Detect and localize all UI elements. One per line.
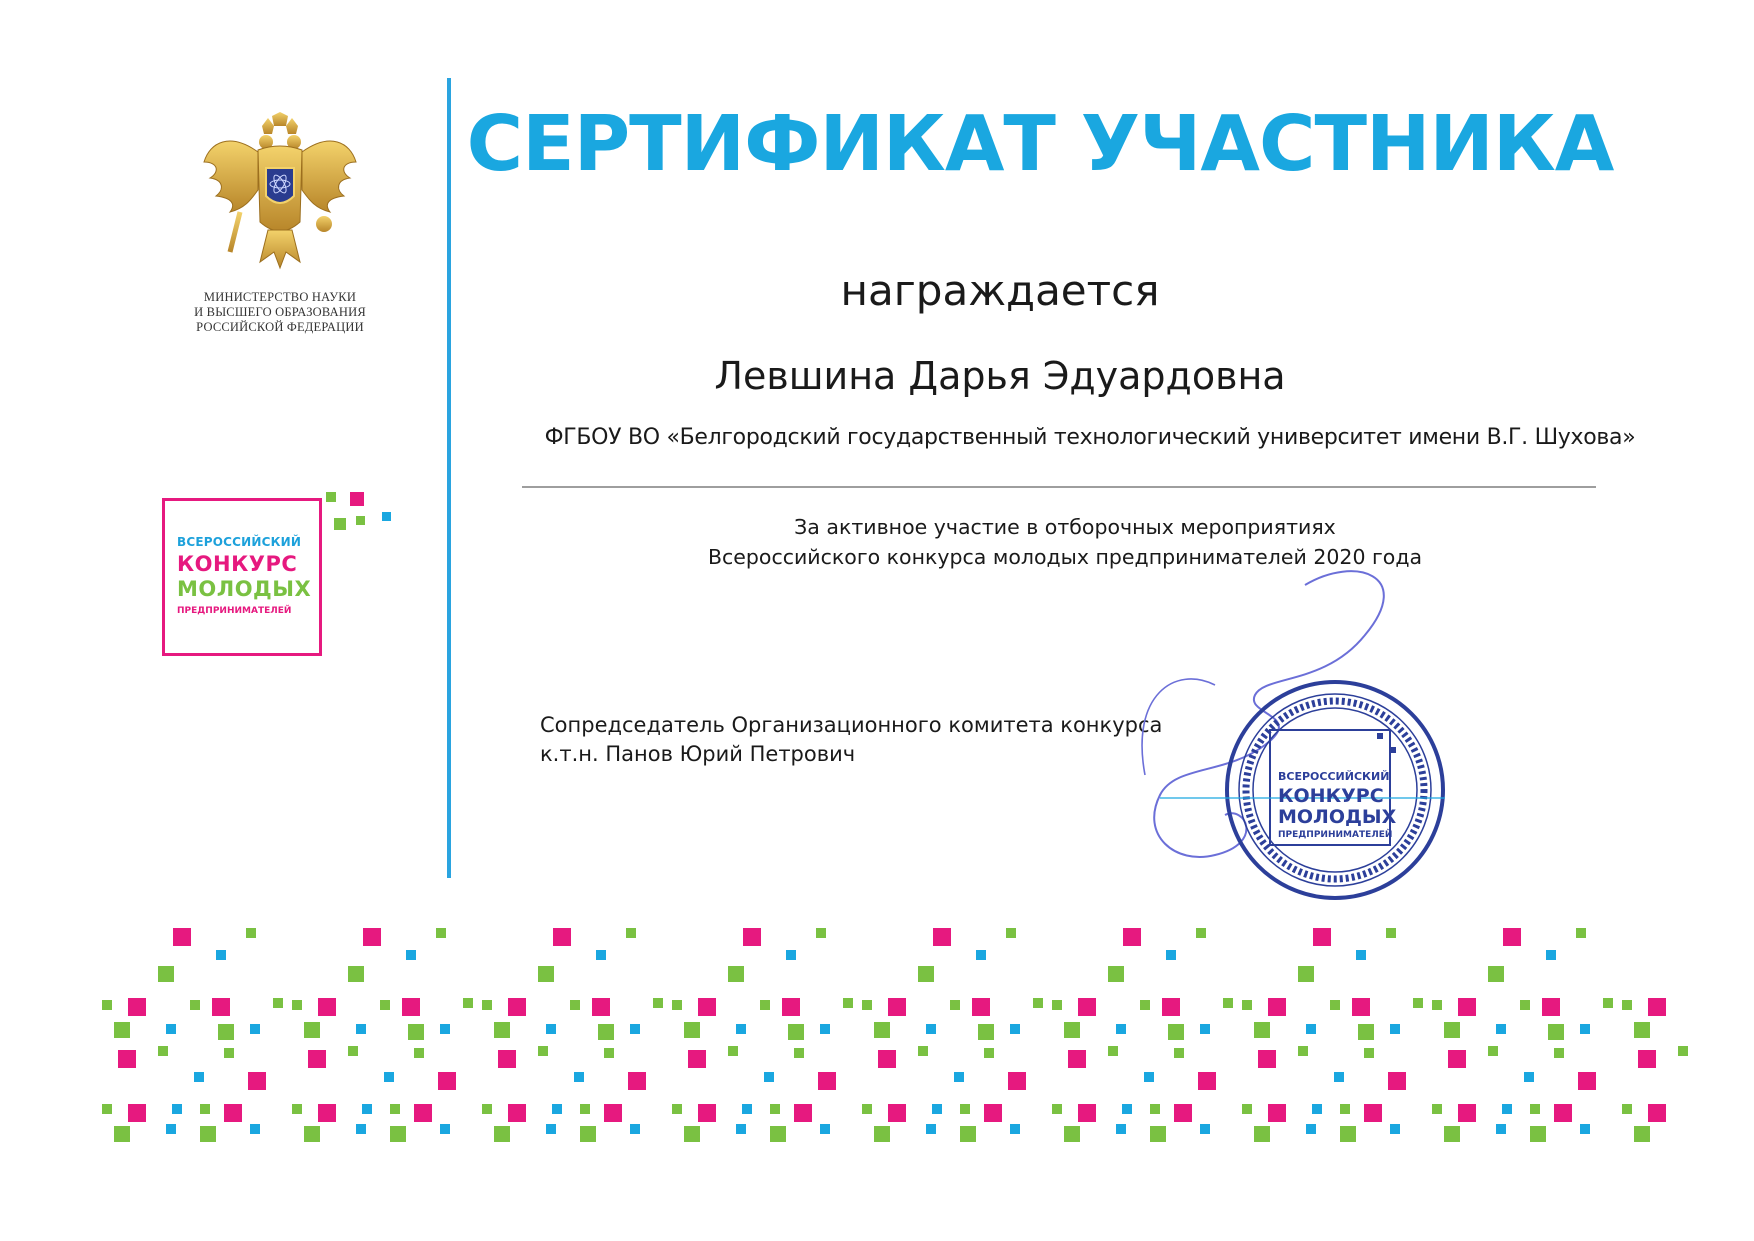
pattern-square xyxy=(1496,1024,1506,1034)
award-reason-line: За активное участие в отборочных мероприятиях xyxy=(794,515,1336,539)
pattern-square xyxy=(1603,998,1613,1008)
pattern-square xyxy=(246,928,256,938)
pattern-square xyxy=(1052,1000,1062,1010)
pattern-square xyxy=(574,1072,584,1082)
pattern-square xyxy=(1638,1050,1656,1068)
pattern-square xyxy=(1140,1000,1150,1010)
pattern-square xyxy=(1312,1104,1322,1114)
pattern-square xyxy=(926,1124,936,1134)
pattern-square xyxy=(212,998,230,1016)
pattern-square xyxy=(743,928,761,946)
pattern-square xyxy=(1242,1104,1252,1114)
pattern-square xyxy=(888,1104,906,1122)
pattern-square xyxy=(1548,1024,1564,1040)
pattern-square xyxy=(1052,1104,1062,1114)
pattern-square xyxy=(1413,998,1423,1008)
pattern-square xyxy=(596,950,606,960)
pattern-square xyxy=(173,928,191,946)
pattern-square xyxy=(786,950,796,960)
pattern-square xyxy=(1524,1072,1534,1082)
pattern-square xyxy=(356,1124,366,1134)
pattern-square xyxy=(1334,1072,1344,1082)
pattern-square xyxy=(878,1050,896,1068)
pattern-square xyxy=(688,1050,706,1068)
pattern-square xyxy=(1078,998,1096,1016)
pattern-square xyxy=(1432,1104,1442,1114)
pattern-square xyxy=(926,1024,936,1034)
pattern-square xyxy=(1064,1022,1080,1038)
pattern-square xyxy=(736,1024,746,1034)
pattern-square xyxy=(1254,1126,1270,1142)
pattern-square xyxy=(1116,1124,1126,1134)
pattern-square xyxy=(630,1124,640,1134)
pattern-square xyxy=(1364,1104,1382,1122)
pattern-square xyxy=(1150,1126,1166,1142)
pattern-square xyxy=(128,1104,146,1122)
pattern-square xyxy=(978,1024,994,1040)
ministry-line: РОССИЙСКОЙ ФЕДЕРАЦИИ xyxy=(196,320,364,334)
pattern-square xyxy=(1634,1022,1650,1038)
pattern-square xyxy=(933,928,951,946)
pattern-square xyxy=(102,1000,112,1010)
pattern-square xyxy=(728,1046,738,1056)
pattern-square xyxy=(494,1022,510,1038)
pattern-square xyxy=(1386,928,1396,938)
pattern-square xyxy=(874,1022,890,1038)
pattern-square xyxy=(1340,1126,1356,1142)
contest-logo xyxy=(162,498,322,656)
pattern-square xyxy=(224,1048,234,1058)
pattern-square xyxy=(592,998,610,1016)
pattern-square xyxy=(604,1104,622,1122)
pattern-square xyxy=(1458,998,1476,1016)
pattern-square xyxy=(1648,998,1666,1016)
decorative-squares-pattern xyxy=(0,920,1754,1160)
pattern-square xyxy=(250,1024,260,1034)
pattern-square xyxy=(1634,1126,1650,1142)
pattern-square xyxy=(436,928,446,938)
pattern-square xyxy=(158,1046,168,1056)
pattern-square xyxy=(1306,1124,1316,1134)
pattern-square xyxy=(972,998,990,1016)
pattern-square xyxy=(1542,998,1560,1016)
pattern-square xyxy=(684,1126,700,1142)
pattern-square xyxy=(626,928,636,938)
pattern-square xyxy=(1356,950,1366,960)
pattern-square xyxy=(1554,1104,1572,1122)
signer-name: к.т.н. Панов Юрий Петрович xyxy=(540,742,856,766)
pattern-square xyxy=(498,1050,516,1068)
pattern-square xyxy=(482,1104,492,1114)
pattern-square xyxy=(224,1104,242,1122)
stamp-seal xyxy=(1115,565,1455,900)
pattern-square xyxy=(1196,928,1206,938)
pattern-square xyxy=(1330,1000,1340,1010)
pattern-square xyxy=(960,1104,970,1114)
horizontal-divider xyxy=(522,486,1596,488)
pattern-square xyxy=(102,1104,112,1114)
pattern-square xyxy=(1298,1046,1308,1056)
pattern-square xyxy=(1358,1024,1374,1040)
ministry-name xyxy=(170,290,390,335)
pattern-square xyxy=(843,998,853,1008)
pattern-square xyxy=(1174,1104,1192,1122)
pattern-square xyxy=(1122,1104,1132,1114)
pattern-square xyxy=(348,966,364,982)
pattern-square xyxy=(1496,1124,1506,1134)
pattern-square xyxy=(292,1104,302,1114)
ministry-line: МИНИСТЕРСТВО НАУКИ xyxy=(203,290,357,304)
pattern-square xyxy=(1580,1024,1590,1034)
pattern-square xyxy=(304,1126,320,1142)
stamp-line: МОЛОДЫХ xyxy=(1278,806,1397,828)
pattern-square xyxy=(760,1000,770,1010)
pattern-square xyxy=(463,998,473,1008)
pattern-square xyxy=(820,1124,830,1134)
pattern-square xyxy=(1033,998,1043,1008)
pattern-square xyxy=(1268,1104,1286,1122)
pattern-square xyxy=(1078,1104,1096,1122)
pattern-square xyxy=(1150,1104,1160,1114)
pattern-square xyxy=(1576,928,1586,938)
pattern-square xyxy=(580,1104,590,1114)
pattern-square xyxy=(794,1048,804,1058)
pattern-square xyxy=(1622,1000,1632,1010)
pattern-square xyxy=(862,1000,872,1010)
pattern-square xyxy=(932,1104,942,1114)
pattern-square xyxy=(770,1126,786,1142)
pattern-square xyxy=(362,1104,372,1114)
signer-title: Сопредседатель Организационного комитета конкурса xyxy=(540,713,1163,737)
pattern-square xyxy=(1123,928,1141,946)
pattern-square xyxy=(408,1024,424,1040)
pattern-square xyxy=(538,966,554,982)
pattern-square xyxy=(1488,1046,1498,1056)
pattern-square xyxy=(1364,1048,1374,1058)
pattern-square xyxy=(380,1000,390,1010)
pattern-square xyxy=(630,1024,640,1034)
pattern-square xyxy=(308,1050,326,1068)
pattern-square xyxy=(816,928,826,938)
pattern-square xyxy=(764,1072,774,1082)
pattern-square xyxy=(820,1024,830,1034)
pattern-square xyxy=(1242,1000,1252,1010)
pattern-square xyxy=(390,1104,400,1114)
pattern-square xyxy=(384,1072,394,1082)
pattern-square xyxy=(194,1072,204,1082)
pattern-square xyxy=(190,1000,200,1010)
pattern-square xyxy=(552,1104,562,1114)
pattern-square xyxy=(1108,966,1124,982)
recipient-organization: ФГБОУ ВО «Белгородский государственный технологический университет имени В.Г. Шухова» xyxy=(544,425,1636,450)
pattern-square xyxy=(318,998,336,1016)
pattern-square xyxy=(1010,1124,1020,1134)
pattern-square xyxy=(1006,928,1016,938)
pattern-square xyxy=(348,1046,358,1056)
pattern-square xyxy=(118,1050,136,1068)
pattern-square xyxy=(1648,1104,1666,1122)
pattern-square xyxy=(1520,1000,1530,1010)
pattern-square xyxy=(292,1000,302,1010)
pattern-square xyxy=(1503,928,1521,946)
pattern-square xyxy=(1488,966,1504,982)
pattern-square xyxy=(984,1104,1002,1122)
pattern-square xyxy=(1010,1024,1020,1034)
pattern-square xyxy=(888,998,906,1016)
pattern-square xyxy=(698,1104,716,1122)
stamp-line: КОНКУРС xyxy=(1278,785,1384,807)
pattern-square xyxy=(1390,1024,1400,1034)
contest-logo-line: ВСЕРОССИЙСКИЙ xyxy=(177,535,302,549)
pattern-square xyxy=(114,1126,130,1142)
pattern-square xyxy=(770,1104,780,1114)
pattern-square xyxy=(128,998,146,1016)
pattern-square xyxy=(166,1124,176,1134)
pattern-square xyxy=(390,1126,406,1142)
award-reason-line: Всероссийского конкурса молодых предпринимателей 2020 года xyxy=(707,545,1423,569)
pattern-square xyxy=(672,1000,682,1010)
pattern-square xyxy=(1200,1024,1210,1034)
pattern-square xyxy=(363,928,381,946)
pattern-square xyxy=(1200,1124,1210,1134)
pattern-square xyxy=(1223,998,1233,1008)
pattern-square xyxy=(950,1000,960,1010)
pattern-square xyxy=(508,1104,526,1122)
signer-block xyxy=(540,711,1162,769)
pattern-square xyxy=(1258,1050,1276,1068)
pattern-square xyxy=(1162,998,1180,1016)
pattern-square xyxy=(1546,950,1556,960)
pattern-square xyxy=(1578,1072,1596,1090)
pattern-square xyxy=(1678,1046,1688,1056)
pattern-square xyxy=(1580,1124,1590,1134)
pattern-square xyxy=(976,950,986,960)
pattern-square xyxy=(218,1024,234,1040)
pattern-square xyxy=(782,998,800,1016)
pattern-square xyxy=(494,1126,510,1142)
pattern-square xyxy=(1388,1072,1406,1090)
pattern-square xyxy=(1390,1124,1400,1134)
pattern-square xyxy=(960,1126,976,1142)
pattern-square xyxy=(1116,1024,1126,1034)
pattern-square xyxy=(440,1124,450,1134)
pattern-square xyxy=(1313,928,1331,946)
pattern-square xyxy=(918,966,934,982)
pattern-square xyxy=(742,1104,752,1114)
pattern-square xyxy=(114,1022,130,1038)
pattern-square xyxy=(794,1104,812,1122)
stamp-line: ВСЕРОССИЙСКИЙ xyxy=(1278,770,1390,783)
pattern-square xyxy=(1174,1048,1184,1058)
pattern-square xyxy=(402,998,420,1016)
pattern-square xyxy=(216,950,226,960)
pattern-square xyxy=(1068,1050,1086,1068)
pattern-square xyxy=(684,1022,700,1038)
pattern-square xyxy=(304,1022,320,1038)
contest-logo-line: ПРЕДПРИНИМАТЕЛЕЙ xyxy=(177,606,292,616)
pattern-square xyxy=(1554,1048,1564,1058)
pattern-square xyxy=(200,1126,216,1142)
pattern-square xyxy=(1530,1126,1546,1142)
pattern-square xyxy=(200,1104,210,1114)
pattern-square xyxy=(1108,1046,1118,1056)
pattern-square xyxy=(1198,1072,1216,1090)
certificate-title: СЕРТИФИКАТ УЧАСТНИКА xyxy=(466,100,1614,189)
pattern-square xyxy=(1254,1022,1270,1038)
pattern-square xyxy=(1458,1104,1476,1122)
pattern-square xyxy=(356,1024,366,1034)
pattern-square xyxy=(736,1124,746,1134)
pattern-square xyxy=(862,1104,872,1114)
pattern-square xyxy=(580,1126,596,1142)
pattern-square xyxy=(546,1024,556,1034)
pattern-square xyxy=(788,1024,804,1040)
pattern-square xyxy=(728,966,744,982)
pattern-square xyxy=(166,1024,176,1034)
contest-logo-line: МОЛОДЫХ xyxy=(177,577,312,601)
pattern-square xyxy=(984,1048,994,1058)
pattern-square xyxy=(1064,1126,1080,1142)
pattern-square xyxy=(1306,1024,1316,1034)
pattern-square xyxy=(1432,1000,1442,1010)
pattern-square xyxy=(1166,950,1176,960)
pattern-square xyxy=(172,1104,182,1114)
pattern-square xyxy=(818,1072,836,1090)
pattern-square xyxy=(158,966,174,982)
pattern-square xyxy=(553,928,571,946)
pattern-square xyxy=(482,1000,492,1010)
pattern-square xyxy=(1622,1104,1632,1114)
pattern-square xyxy=(414,1048,424,1058)
pattern-square xyxy=(1444,1126,1460,1142)
pattern-square xyxy=(570,1000,580,1010)
pattern-square xyxy=(406,950,416,960)
pattern-square xyxy=(250,1124,260,1134)
pattern-square xyxy=(440,1024,450,1034)
pattern-square xyxy=(1444,1022,1460,1038)
pattern-square xyxy=(918,1046,928,1056)
pattern-square xyxy=(672,1104,682,1114)
pattern-square xyxy=(598,1024,614,1040)
pattern-square xyxy=(1352,998,1370,1016)
pattern-square xyxy=(318,1104,336,1122)
pattern-square xyxy=(874,1126,890,1142)
pattern-square xyxy=(248,1072,266,1090)
pattern-square xyxy=(604,1048,614,1058)
pattern-square xyxy=(546,1124,556,1134)
pattern-square xyxy=(273,998,283,1008)
ministry-line: И ВЫСШЕГО ОБРАЗОВАНИЯ xyxy=(194,305,366,319)
pattern-square xyxy=(1008,1072,1026,1090)
recipient-name: Левшина Дарья Эдуардовна xyxy=(714,354,1286,398)
contest-logo-line: КОНКУРС xyxy=(177,552,298,576)
pattern-square xyxy=(508,998,526,1016)
pattern-square xyxy=(538,1046,548,1056)
pattern-square xyxy=(1298,966,1314,982)
pattern-square xyxy=(438,1072,456,1090)
pattern-square xyxy=(1530,1104,1540,1114)
pattern-square xyxy=(414,1104,432,1122)
pattern-square xyxy=(1340,1104,1350,1114)
pattern-square xyxy=(1268,998,1286,1016)
pattern-square xyxy=(1502,1104,1512,1114)
awarded-text: награждается xyxy=(840,266,1160,315)
pattern-square xyxy=(628,1072,646,1090)
pattern-square xyxy=(1448,1050,1466,1068)
pattern-square xyxy=(954,1072,964,1082)
contest-logo-squares xyxy=(320,490,400,540)
pattern-square xyxy=(1168,1024,1184,1040)
vertical-divider xyxy=(447,78,451,878)
coat-of-arms-emblem xyxy=(200,112,360,272)
pattern-square xyxy=(1144,1072,1154,1082)
stamp-line: ПРЕДПРИНИМАТЕЛЕЙ xyxy=(1278,830,1393,840)
pattern-square xyxy=(653,998,663,1008)
pattern-square xyxy=(698,998,716,1016)
award-reason xyxy=(560,512,1570,572)
